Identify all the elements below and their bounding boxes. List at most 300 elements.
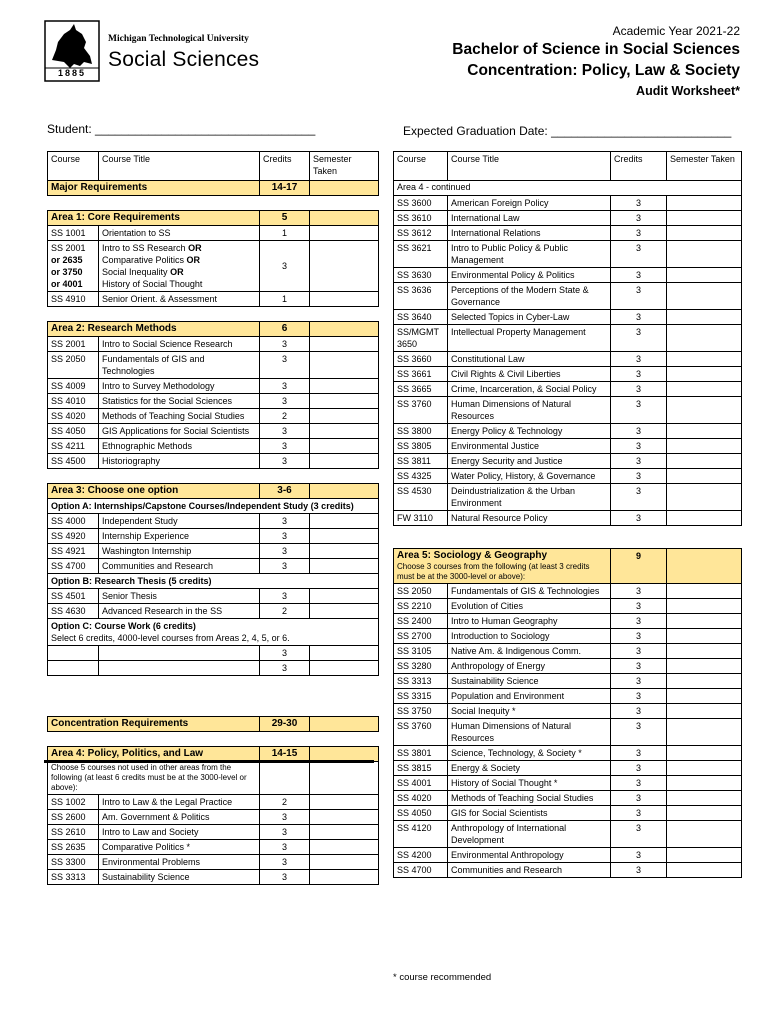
course-code: SS 2050 <box>394 584 448 599</box>
course-title: Comparative Politics <box>102 255 185 265</box>
course-title: Senior Orient. & Assessment <box>99 292 260 307</box>
col-semester-header: Semester Taken <box>310 152 379 181</box>
section-concentration <box>48 717 379 732</box>
semester-taken-cell[interactable] <box>310 604 379 619</box>
course-row <box>48 439 379 454</box>
spacer-row <box>48 676 379 717</box>
course-code: SS 4501 <box>48 589 99 604</box>
semester-taken-cell[interactable] <box>310 394 379 409</box>
course-title: Statistics for the Social Sciences <box>99 394 260 409</box>
course-code: or 3750 <box>51 267 83 277</box>
course-code: SS 3280 <box>394 659 448 674</box>
course-credits: 3 <box>611 761 667 776</box>
course-title: Social Inequity * <box>448 704 611 719</box>
semester-taken-cell[interactable] <box>667 644 742 659</box>
course-row <box>394 397 742 424</box>
course-credits: 3 <box>611 863 667 878</box>
course-credits: 3 <box>611 614 667 629</box>
course-credits: 3 <box>260 589 310 604</box>
course-title: Intellectual Property Management <box>448 325 611 352</box>
course-credits: 3 <box>611 674 667 689</box>
option-a-label-text: Option A: Internships/Capstone Courses/Independent Study (3 credits) <box>48 499 379 514</box>
section-area1 <box>48 211 379 226</box>
semester-taken-cell[interactable] <box>667 196 742 211</box>
course-title: Intro to Public Policy & Public Management <box>448 241 611 268</box>
course-title: Intro to SS Research <box>102 243 186 253</box>
spacer-cell <box>310 307 379 322</box>
spacer-cell <box>260 732 310 747</box>
course-credits: 3 <box>611 791 667 806</box>
course-code: or 4001 <box>51 279 83 289</box>
course-code: SS 3600 <box>394 196 448 211</box>
semester-taken-cell[interactable] <box>667 806 742 821</box>
course-title: Communities and Research <box>99 559 260 574</box>
semester-taken-cell[interactable] <box>310 226 379 241</box>
course-title: Social Inequality <box>102 267 168 277</box>
course-credits: 2 <box>260 795 310 810</box>
course-title: Methods of Teaching Social Studies <box>99 409 260 424</box>
course-title: Senior Thesis <box>99 589 260 604</box>
spacer-cell <box>310 196 379 211</box>
course-row <box>48 337 379 352</box>
course-credits: 3 <box>611 659 667 674</box>
spacer-cell <box>48 307 99 322</box>
semester-taken-cell[interactable] <box>310 589 379 604</box>
course-row <box>394 454 742 469</box>
course-title: Constitutional Law <box>448 352 611 367</box>
course-credits: 3 <box>611 746 667 761</box>
semester-taken-cell[interactable] <box>667 211 742 226</box>
course-code: SS 2210 <box>394 599 448 614</box>
course-row <box>48 292 379 307</box>
course-title: Environmental Justice <box>448 439 611 454</box>
course-credits: 3 <box>611 226 667 241</box>
course-credits: 3 <box>611 704 667 719</box>
course-code: SS 3636 <box>394 283 448 310</box>
course-code: SS 3811 <box>394 454 448 469</box>
spacer-cell <box>260 469 310 484</box>
grad-date-field[interactable]: Expected Graduation Date: ___________________________ <box>403 124 732 138</box>
course-code: SS 2050 <box>48 352 99 379</box>
spacer-cell <box>394 526 742 549</box>
course-code: SS 4921 <box>48 544 99 559</box>
course-code: SS 3315 <box>394 689 448 704</box>
course-credits: 3 <box>260 424 310 439</box>
degree-title: Bachelor of Science in Social Sciences <box>452 41 740 58</box>
course-title: Anthropology of Energy <box>448 659 611 674</box>
course-code: SS 4910 <box>48 292 99 307</box>
course-credits: 3 <box>260 646 310 661</box>
semester-taken-cell[interactable] <box>667 484 742 511</box>
course-row <box>48 394 379 409</box>
course-credits: 3 <box>611 241 667 268</box>
semester-taken-cell[interactable] <box>667 776 742 791</box>
course-code: SS 4325 <box>394 469 448 484</box>
course-credits: 3 <box>611 719 667 746</box>
spacer-cell <box>48 196 99 211</box>
semester-taken-cell[interactable] <box>310 559 379 574</box>
semester-taken-cell[interactable] <box>667 761 742 776</box>
section-label: Major Requirements <box>48 181 260 196</box>
course-code: SS 3750 <box>394 704 448 719</box>
course-title: History of Social Thought * <box>448 776 611 791</box>
semester-taken-cell[interactable] <box>667 352 742 367</box>
course-code: SS 2610 <box>48 825 99 840</box>
semester-taken-cell[interactable] <box>667 629 742 644</box>
course-code: SS 4700 <box>394 863 448 878</box>
semester-taken-cell[interactable] <box>667 283 742 310</box>
course-title: Water Policy, History, & Governance <box>448 469 611 484</box>
col-semester-header: Semester Taken <box>667 152 742 181</box>
spacer-cell <box>99 196 260 211</box>
course-row <box>394 806 742 821</box>
course-credits: 3 <box>611 629 667 644</box>
section-major <box>48 181 379 196</box>
course-title: Civil Rights & Civil Liberties <box>448 367 611 382</box>
course-row <box>48 454 379 469</box>
course-credits: 3 <box>260 352 310 379</box>
course-credits: 3 <box>611 584 667 599</box>
semester-taken-cell[interactable] <box>667 719 742 746</box>
course-row <box>48 379 379 394</box>
course-row <box>394 821 742 848</box>
logo-year: 1885 <box>57 68 87 78</box>
course-title: Washington Internship <box>99 544 260 559</box>
course-title: Sustainability Science <box>448 674 611 689</box>
course-title: Intro to Social Science Research <box>99 337 260 352</box>
semester-cell[interactable] <box>310 211 379 226</box>
semester-taken-cell[interactable] <box>310 529 379 544</box>
course-row <box>48 825 379 840</box>
course-row <box>48 661 379 676</box>
semester-taken-cell[interactable] <box>667 863 742 878</box>
semester-taken-cell[interactable] <box>310 352 379 379</box>
semester-taken-cell[interactable] <box>667 659 742 674</box>
semester-taken-cell[interactable] <box>310 241 379 292</box>
semester-taken-cell[interactable] <box>310 439 379 454</box>
course-code: SS 4500 <box>48 454 99 469</box>
course-title: Anthropology of International Development <box>448 821 611 848</box>
course-row <box>48 795 379 810</box>
semester-taken-cell[interactable] <box>667 424 742 439</box>
course-code: SS 3661 <box>394 367 448 382</box>
semester-taken-cell[interactable] <box>667 821 742 848</box>
course-credits: 3 <box>611 469 667 484</box>
course-credits: 3 <box>260 870 310 885</box>
course-credits: 3 <box>611 644 667 659</box>
semester-taken-cell[interactable] <box>667 241 742 268</box>
course-row <box>394 469 742 484</box>
logo-department: Social Sciences <box>108 48 260 71</box>
area4-note-text: Choose 5 courses not used in other areas from the following (at least 6 credits must be at the 3000-level or above): <box>48 762 260 795</box>
worksheet-title: Audit Worksheet* <box>636 84 740 98</box>
semester-taken-cell[interactable] <box>310 409 379 424</box>
course-row <box>394 599 742 614</box>
course-credits: 3 <box>611 397 667 424</box>
semester-taken-cell[interactable] <box>310 795 379 810</box>
section-credits: 14-17 <box>260 181 310 196</box>
semester-taken-cell[interactable] <box>667 704 742 719</box>
course-code: SS 2001 <box>51 243 86 253</box>
course-row <box>394 791 742 806</box>
semester-taken-cell[interactable] <box>310 379 379 394</box>
course-row <box>394 761 742 776</box>
semester-taken-cell[interactable] <box>310 661 379 676</box>
semester-taken-cell[interactable] <box>667 599 742 614</box>
concentration-title: Concentration: Policy, Law & Society <box>467 62 740 79</box>
semester-taken-cell[interactable] <box>310 870 379 885</box>
section-credits: 14-15 <box>260 747 310 762</box>
course-code: SS 4211 <box>48 439 99 454</box>
course-code: SS 4020 <box>394 791 448 806</box>
document-header <box>452 24 740 98</box>
or-label: OR <box>186 255 201 265</box>
section-label: Area 2: Research Methods <box>48 322 260 337</box>
course-title: Energy & Society <box>448 761 611 776</box>
course-code: SS 3630 <box>394 268 448 283</box>
course-title: International Law <box>448 211 611 226</box>
course-row <box>48 424 379 439</box>
semester-taken-cell[interactable] <box>310 424 379 439</box>
semester-cell[interactable] <box>310 322 379 337</box>
course-title: Intro to Human Geography <box>448 614 611 629</box>
course-code: SS 3640 <box>394 310 448 325</box>
course-credits: 3 <box>611 424 667 439</box>
course-row <box>394 584 742 599</box>
course-title: Perceptions of the Modern State & Governance <box>448 283 611 310</box>
course-title: Comparative Politics * <box>99 840 260 855</box>
course-credits: 3 <box>611 352 667 367</box>
course-row <box>394 644 742 659</box>
course-credits: 2 <box>260 409 310 424</box>
section-area5 <box>394 549 742 584</box>
semester-taken-cell[interactable] <box>667 614 742 629</box>
course-code: SS 1001 <box>48 226 99 241</box>
course-code: SS 3313 <box>394 674 448 689</box>
course-code: SS 3801 <box>394 746 448 761</box>
spacer-cell <box>99 307 260 322</box>
course-row <box>48 589 379 604</box>
course-row <box>48 646 379 661</box>
course-code: SS 4000 <box>48 514 99 529</box>
course-title <box>99 646 260 661</box>
course-code-group <box>48 241 99 292</box>
section-divider <box>44 760 374 763</box>
course-row <box>394 614 742 629</box>
course-title: Intro to Law and Society <box>99 825 260 840</box>
course-row <box>48 840 379 855</box>
col-course-header: Course <box>48 152 99 181</box>
footnote: * course recommended <box>393 972 492 983</box>
course-title: Human Dimensions of Natural Resources <box>448 397 611 424</box>
course-code <box>48 661 99 676</box>
section-credits: 6 <box>260 322 310 337</box>
course-code: SS 3300 <box>48 855 99 870</box>
course-title: Fundamentals of GIS & Technologies <box>448 584 611 599</box>
course-title: Human Dimensions of Natural Resources <box>448 719 611 746</box>
semester-taken-cell[interactable] <box>667 226 742 241</box>
course-row <box>394 424 742 439</box>
course-row <box>394 704 742 719</box>
option-a-label <box>48 499 379 514</box>
course-title: Am. Government & Politics <box>99 810 260 825</box>
blank-cell <box>260 762 310 795</box>
semester-taken-cell[interactable] <box>667 454 742 469</box>
course-code: SS 4200 <box>394 848 448 863</box>
course-credits: 3 <box>611 325 667 352</box>
spacer-cell <box>310 469 379 484</box>
course-code: SS 3815 <box>394 761 448 776</box>
academic-year: Academic Year 2021-22 <box>612 24 740 38</box>
option-b-label <box>48 574 379 589</box>
course-title: Communities and Research <box>448 863 611 878</box>
right-requirements-table <box>393 151 742 878</box>
course-code: SS 3621 <box>394 241 448 268</box>
course-code: SS 3805 <box>394 439 448 454</box>
semester-taken-cell[interactable] <box>667 325 742 352</box>
course-credits: 3 <box>611 283 667 310</box>
spacer-row <box>48 469 379 484</box>
course-code: SS 4920 <box>48 529 99 544</box>
semester-taken-cell[interactable] <box>667 367 742 382</box>
option-b-label-text: Option B: Research Thesis (5 credits) <box>48 574 379 589</box>
spacer-row <box>394 526 742 549</box>
course-title: Population and Environment <box>448 689 611 704</box>
course-code: SS 4530 <box>394 484 448 511</box>
semester-taken-cell[interactable] <box>310 514 379 529</box>
semester-taken-cell[interactable] <box>310 337 379 352</box>
spacer-cell <box>48 676 379 717</box>
semester-cell[interactable] <box>667 549 742 584</box>
left-requirements-table <box>47 151 379 885</box>
course-code: SS 3105 <box>394 644 448 659</box>
course-credits: 3 <box>611 484 667 511</box>
course-credits: 3 <box>611 689 667 704</box>
option-c-title: Option C: Course Work (6 credits) <box>51 621 196 631</box>
course-code: SS 2700 <box>394 629 448 644</box>
course-credits: 1 <box>260 292 310 307</box>
or-label: OR <box>170 267 184 277</box>
course-credits: 3 <box>611 821 667 848</box>
course-credits: 3 <box>260 559 310 574</box>
semester-taken-cell[interactable] <box>667 268 742 283</box>
course-row <box>48 352 379 379</box>
course-row <box>48 559 379 574</box>
semester-taken-cell[interactable] <box>667 469 742 484</box>
semester-cell[interactable] <box>310 181 379 196</box>
col-course-header: Course <box>394 152 448 181</box>
course-code: SS 1002 <box>48 795 99 810</box>
logo-university: Michigan Technological University <box>108 34 249 44</box>
course-credits: 3 <box>260 337 310 352</box>
course-credits: 3 <box>611 806 667 821</box>
course-row <box>394 382 742 397</box>
course-code: SS 3612 <box>394 226 448 241</box>
semester-taken-cell[interactable] <box>667 674 742 689</box>
course-title: Energy Security and Justice <box>448 454 611 469</box>
spacer-cell <box>48 732 99 747</box>
course-title: Natural Resource Policy <box>448 511 611 526</box>
semester-taken-cell[interactable] <box>667 848 742 863</box>
spacer-cell <box>48 469 99 484</box>
course-row <box>394 719 742 746</box>
course-row <box>394 863 742 878</box>
semester-taken-cell[interactable] <box>667 439 742 454</box>
course-row <box>394 674 742 689</box>
course-credits: 3 <box>611 599 667 614</box>
course-row <box>48 514 379 529</box>
semester-taken-cell[interactable] <box>667 382 742 397</box>
course-row <box>394 268 742 283</box>
course-title: Ethnographic Methods <box>99 439 260 454</box>
course-credits: 1 <box>260 226 310 241</box>
course-row <box>394 241 742 268</box>
semester-taken-cell[interactable] <box>310 810 379 825</box>
semester-taken-cell[interactable] <box>667 746 742 761</box>
semester-taken-cell[interactable] <box>667 511 742 526</box>
section-credits: 3-6 <box>260 484 310 499</box>
semester-taken-cell[interactable] <box>310 646 379 661</box>
course-row <box>48 226 379 241</box>
semester-taken-cell[interactable] <box>310 454 379 469</box>
course-credits: 3 <box>611 211 667 226</box>
course-row <box>48 810 379 825</box>
student-field[interactable]: Student: _________________________________ <box>47 122 316 136</box>
semester-cell[interactable] <box>310 717 379 732</box>
semester-taken-cell[interactable] <box>310 825 379 840</box>
course-credits: 3 <box>260 394 310 409</box>
course-credits: 3 <box>611 268 667 283</box>
course-credits: 3 <box>260 439 310 454</box>
course-title: Environmental Problems <box>99 855 260 870</box>
course-credits: 3 <box>611 367 667 382</box>
course-credits: 3 <box>260 529 310 544</box>
course-code: SS 4700 <box>48 559 99 574</box>
course-title: Orientation to SS <box>99 226 260 241</box>
course-row <box>394 283 742 310</box>
course-title <box>99 661 260 676</box>
semester-taken-cell[interactable] <box>310 292 379 307</box>
course-row <box>394 325 742 352</box>
course-code: SS 3665 <box>394 382 448 397</box>
col-credits-header: Credits <box>611 152 667 181</box>
section-label: Area 4: Policy, Politics, and Law <box>48 747 260 762</box>
semester-taken-cell[interactable] <box>667 397 742 424</box>
area4-continued-label-text: Area 4 - continued <box>394 181 742 196</box>
spacer-cell <box>260 307 310 322</box>
course-row <box>394 367 742 382</box>
section-label <box>394 549 611 584</box>
section-label: Area 3: Choose one option <box>48 484 260 499</box>
semester-cell[interactable] <box>310 484 379 499</box>
course-row <box>48 604 379 619</box>
semester-taken-cell[interactable] <box>667 791 742 806</box>
course-title: Intro to Law & the Legal Practice <box>99 795 260 810</box>
course-title: Science, Technology, & Society * <box>448 746 611 761</box>
semester-taken-cell[interactable] <box>667 689 742 704</box>
course-credits: 3 <box>260 855 310 870</box>
semester-taken-cell[interactable] <box>667 584 742 599</box>
course-row <box>394 776 742 791</box>
semester-taken-cell[interactable] <box>310 855 379 870</box>
semester-taken-cell[interactable] <box>310 840 379 855</box>
semester-taken-cell[interactable] <box>310 544 379 559</box>
course-row <box>48 409 379 424</box>
semester-taken-cell[interactable] <box>667 310 742 325</box>
course-code: SS/MGMT 3650 <box>394 325 448 352</box>
course-title: American Foreign Policy <box>448 196 611 211</box>
course-title: Environmental Anthropology <box>448 848 611 863</box>
